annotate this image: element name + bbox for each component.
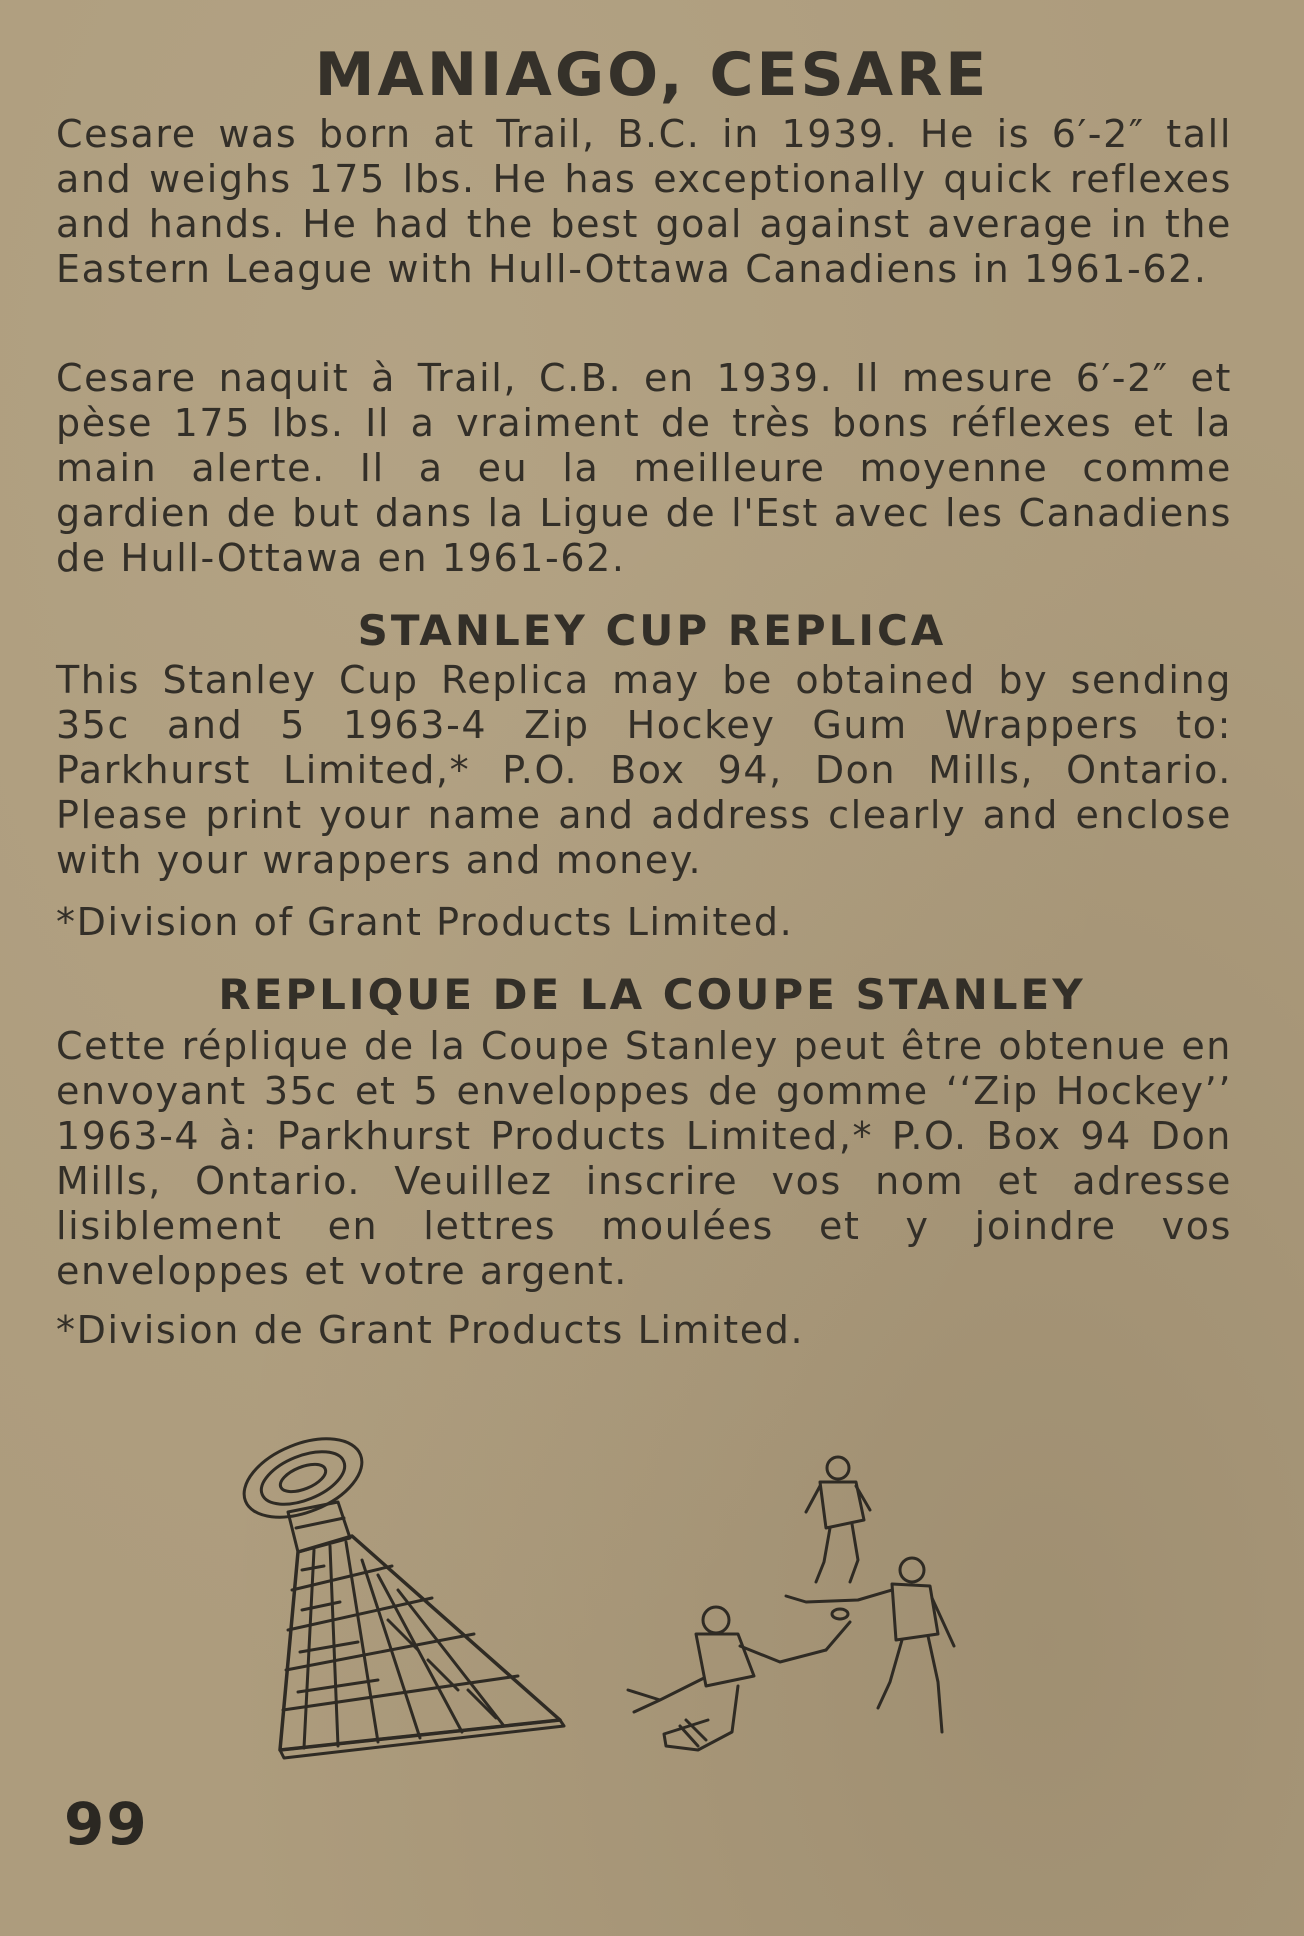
division-note-english: *Division of Grant Products Limited. [56,900,794,944]
hockey-players-icon [620,1450,980,1805]
card-number: 99 [64,1790,149,1858]
offer-body-french: Cette réplique de la Coupe Stanley peut être obtenue en envoyant 35c et 5 enveloppes de gomme ‘‘Zip Hockey’’ 1963-4 à: Parkhurst Products Limited,* P.O. Box 94 Don Mills, Ontario. Veuillez inscrire vos nom et adresse lisiblement en lettres moulées et y joindre vos enveloppes et votre argent. [56,1024,1232,1293]
bio-english: Cesare was born at Trail, B.C. in 1939. He is 6′-2″ tall and weighs 175 lbs. He has exceptionally quick reflexes and hands. He had the best goal against average in the Eastern League with Hull-Ottawa Canadiens in 1961-62. [56,112,1232,291]
offer-body-english: This Stanley Cup Replica may be obtained by sending 35c and 5 1963-4 Zip Hockey Gum Wrappers to: Parkhurst Limited,* P.O. Box 94, Don Mills, Ontario. Please print your name and address clearly and enclose with your wrappers and money. [56,658,1232,882]
division-note-french: *Division de Grant Products Limited. [56,1308,805,1352]
player-name-title: MANIAGO, CESARE [314,40,990,110]
stanley-cup-icon [228,1420,588,1770]
offer-heading-french: REPLIQUE DE LA COUPE STANLEY [218,970,1086,1019]
bio-french: Cesare naquit à Trail, C.B. en 1939. Il mesure 6′-2″ et pèse 175 lbs. Il a vraiment de très bons réflexes et la main alerte. Il a eu la meilleure moyenne comme gardien de but dans la Ligue de l'Est avec les Canadiens de Hull-Ottawa en 1961-62. [56,356,1232,580]
offer-heading-english: STANLEY CUP REPLICA [357,606,947,655]
